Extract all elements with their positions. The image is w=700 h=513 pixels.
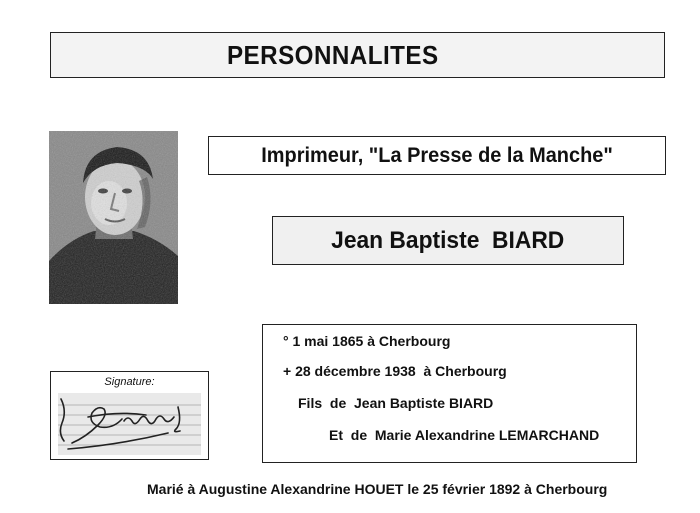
signature-label: Signature:	[104, 376, 155, 388]
details-box	[262, 324, 637, 463]
signature-image	[58, 393, 201, 455]
marriage-note: Marié à Augustine Alexandrine HOUET le 25 février 1892 à Cherbourg	[147, 481, 608, 497]
portrait-image	[49, 131, 178, 304]
occupation-text: Imprimeur, "La Presse de la Manche"	[261, 143, 613, 167]
father-line: Fils de Jean Baptiste BIARD	[298, 395, 494, 411]
mother-line: Et de Marie Alexandrine LEMARCHAND	[329, 427, 600, 443]
person-name: Jean Baptiste BIARD	[331, 226, 565, 254]
signature-box	[50, 371, 209, 460]
birth-line: ° 1 mai 1865 à Cherbourg	[283, 333, 451, 349]
name-box	[272, 216, 624, 265]
page-title: PERSONNALITES	[226, 39, 439, 70]
title-box	[50, 32, 665, 78]
portrait-photo	[49, 131, 178, 304]
occupation-box	[208, 136, 666, 175]
death-line: + 28 décembre 1938 à Cherbourg	[283, 363, 507, 379]
